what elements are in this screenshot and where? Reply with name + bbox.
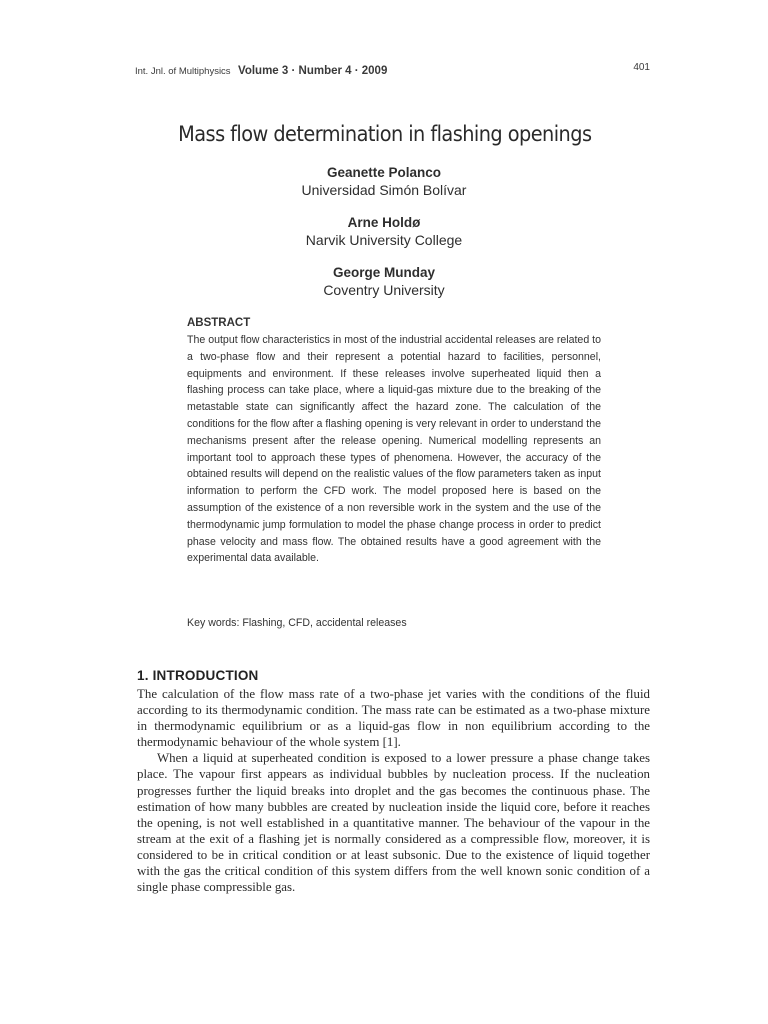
author-affiliation: Narvik University College bbox=[305, 232, 463, 248]
paper-title: Mass flow determination in flashing openings bbox=[178, 122, 592, 146]
author-2 bbox=[0, 214, 768, 249]
author-3 bbox=[0, 264, 768, 299]
author-1 bbox=[0, 164, 768, 199]
abstract-heading: ABSTRACT bbox=[187, 317, 251, 329]
author-name: George Munday bbox=[332, 265, 435, 280]
volume-issue: Volume 3 · Number 4 · 2009 bbox=[238, 65, 388, 77]
paragraph: When a liquid at superheated condition is exposed to a lower pressure a phase change takes place. The vapour first appears as individual bubbles by nucleation process. If the nucleation progresses further the liquid breaks into droplet and the gas becomes the continuous phase. The estimation of how many bubbles are created by nucleation inside the liquid core, before it reaches the opening, is not well established in a quantitative manner. The behaviour of the vapour in the stream at the exit of a flashing jet is normally considered as a compressible flow, moreover, it is considered to be in critical condition or at least subsonic. Due to the existence of liquid together with the gas the critical condition of this system differs from the well known sonic condition of a single phase compressible gas. bbox=[137, 751, 650, 895]
author-name: Arne Holdø bbox=[347, 215, 421, 230]
abstract-section bbox=[187, 316, 601, 567]
author-affiliation: Coventry University bbox=[323, 282, 445, 298]
page-number: 401 bbox=[633, 62, 650, 73]
author-name: Geanette Polanco bbox=[326, 165, 442, 180]
author-affiliation: Universidad Simón Bolívar bbox=[301, 182, 467, 198]
paragraph: The calculation of the flow mass rate of a two-phase jet varies with the conditions of the fluid according to its thermodynamic condition. The mass rate can be estimated as a two-phase mixture in thermodynamic equilibrium or as a liquid-gas flow in non equilibrium according to the thermodynamic behaviour of the whole system [1]. bbox=[137, 687, 650, 750]
section-heading-introduction: 1. INTRODUCTION bbox=[137, 668, 259, 683]
introduction-body bbox=[137, 686, 650, 895]
abstract-body: The output flow characteristics in most of the industrial accidental releases are related to a two-phase flow and their represent a potential hazard to facilities, personnel, equipments and environment. If these releases involve superheated liquid then a flashing process can take place, where a liquid-gas mixture due to the breaking of the metastable state can significantly affect the hazard zone. The calculation of the conditions for the flow after a flashing opening is very relevant in order to understand the mechanisms present after the release opening. Numerical modelling represents an important tool to approach these types of phenomena. However, the accuracy of the obtained results will depend on the realistic values of the flow parameters taken as input information to perform the CFD work. The model proposed here is based on the assumption of the existence of a non reversible work in the system and the use of the thermodynamic jump formulation to model the phase change process in order to predict phase velocity and mass flow. The obtained results have a good agreement with the experimental data available. bbox=[187, 334, 601, 565]
journal-name: Int. Jnl. of Multiphysics bbox=[135, 66, 231, 77]
keywords: Key words: Flashing, CFD, accidental releases bbox=[187, 617, 407, 629]
running-header bbox=[135, 61, 650, 77]
